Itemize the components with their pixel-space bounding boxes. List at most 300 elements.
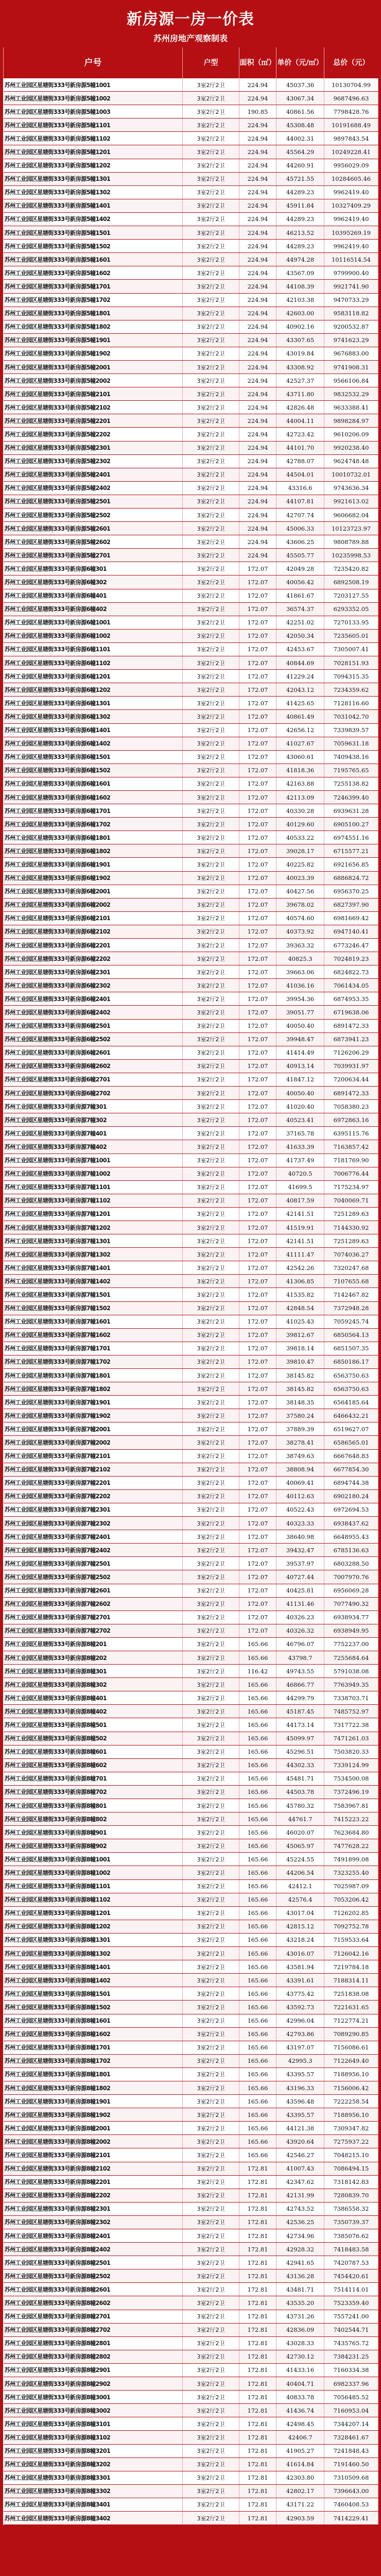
table-row [4,1382,378,1396]
cell-unit-price: 41027.67 [276,737,324,750]
cell-unit-price: 44761.7 [276,1812,324,1826]
cell-type: 3室2厅2卫 [183,1288,239,1301]
table-row [4,790,378,804]
table-row [4,2363,378,2377]
cell-type: 3室2厅2卫 [183,710,239,723]
cell-unit-price: 42802.17 [276,2484,324,2498]
cell-total-price: 7491899.08 [324,1853,378,1866]
cell-type: 3室2厅2卫 [183,1893,239,1906]
cell-total-price: 7159533.64 [324,1933,378,1946]
cell-unit-price: 42542.26 [276,1261,324,1275]
cell-area: 172.81 [239,2296,276,2310]
price-table [3,47,378,2525]
cell-type: 3室2厅2卫 [183,1100,239,1113]
header-area: 面积（㎡） [239,47,276,78]
header-total-price: 总价（元） [324,47,378,78]
cell-type: 3室2厅2卫 [183,952,239,965]
cell-area: 224.94 [239,387,276,401]
cell-room: 苏州工业园区星塘街333号新房源6幢2601 [4,1046,183,1059]
cell-room: 苏州工业园区星塘街333号新房源7幢2002 [4,1436,183,1449]
cell-unit-price: 44974.28 [276,253,324,266]
cell-unit-price: 44504.01 [276,468,324,481]
cell-type: 3室2厅2卫 [183,1544,239,1557]
cell-type: 3室2厅2卫 [183,1275,239,1288]
table-row [4,616,378,629]
cell-area: 172.07 [239,925,276,938]
cell-total-price: 6715577.21 [324,844,378,858]
cell-area: 172.07 [239,885,276,898]
cell-area: 172.07 [239,1342,276,1355]
cell-unit-price: 42050.34 [276,629,324,642]
cell-unit-price: 42743.52 [276,2202,324,2215]
cell-room: 苏州工业园区星塘街333号新房源6幢1601 [4,777,183,790]
cell-type: 3室2厅2卫 [183,1436,239,1449]
cell-unit-price: 44004.11 [276,414,324,428]
cell-area: 172.81 [239,2269,276,2283]
cell-total-price: 6891472.33 [324,1019,378,1032]
cell-room: 苏州工业园区星塘街333号新房源8幢201 [4,1637,183,1651]
cell-unit-price: 42793.86 [276,2027,324,2041]
table-row [4,2001,378,2014]
cell-type: 3室2厅2卫 [183,226,239,240]
cell-type: 3室2厅2卫 [183,1261,239,1275]
cell-total-price: 7460408.53 [324,2498,378,2511]
table-row [4,1180,378,1194]
cell-type: 3室2厅2卫 [183,428,239,441]
cell-total-price: 7040069.71 [324,1194,378,1207]
table-row [4,898,378,911]
cell-unit-price: 45481.71 [276,1772,324,1785]
cell-area: 172.07 [239,723,276,737]
cell-room: 苏州工业园区星塘街333号新房源6幢1102 [4,656,183,670]
cell-type: 3室2厅2卫 [183,1073,239,1086]
table-row [4,118,378,132]
cell-area: 172.81 [239,2471,276,2484]
cell-room: 苏州工业园区星塘街333号新房源8幢1002 [4,1866,183,1879]
table-row [4,1920,378,1933]
cell-total-price: 10130704.99 [324,78,378,92]
cell-total-price: 10116514.54 [324,253,378,266]
cell-room: 苏州工业园区星塘街333号新房源5幢1001 [4,78,183,92]
table-row [4,320,378,333]
cell-type: 3室2厅2卫 [183,1234,239,1248]
cell-area: 224.94 [239,159,276,172]
cell-room: 苏州工业园区星塘街333号新房源5幢1003 [4,105,183,118]
cell-room: 苏州工业园区星塘街333号新房源6幢1802 [4,844,183,858]
cell-room: 苏州工业园区星塘街333号新房源8幢302 [4,1678,183,1691]
cell-area: 172.07 [239,1584,276,1597]
cell-area: 172.07 [239,642,276,656]
cell-type: 3室2厅2卫 [183,387,239,401]
cell-unit-price: 39028.17 [276,844,324,858]
cell-unit-price: 40861.49 [276,710,324,723]
cell-total-price: 9898284.97 [324,414,378,428]
cell-total-price: 7523359.40 [324,2296,378,2310]
table-row [4,2108,378,2122]
cell-total-price: 9921741.90 [324,280,378,293]
table-row [4,1597,378,1611]
table-row [4,1732,378,1745]
table-row [4,1113,378,1127]
cell-area: 224.94 [239,414,276,428]
cell-unit-price: 44108.39 [276,280,324,293]
cell-room: 苏州工业园区星塘街333号新房源7幢1102 [4,1194,183,1207]
table-row [4,1194,378,1207]
cell-room: 苏州工业园区星塘街333号新房源5幢2402 [4,481,183,495]
cell-unit-price: 43019.84 [276,347,324,360]
cell-room: 苏州工业园区星塘街333号新房源5幢1501 [4,226,183,240]
cell-room: 苏州工业园区星塘街333号新房源8幢2402 [4,2243,183,2256]
cell-unit-price: 43395.57 [276,2067,324,2081]
cell-room: 苏州工业园区星塘街333号新房源8幢2601 [4,2283,183,2296]
cell-type: 3室2厅2卫 [183,831,239,844]
cell-area: 172.07 [239,1019,276,1032]
cell-area: 172.07 [239,1113,276,1127]
table-row [4,952,378,965]
cell-unit-price: 42730.12 [276,2350,324,2363]
cell-area: 172.07 [239,1248,276,1261]
cell-unit-price: 45780.32 [276,1799,324,1812]
table-row [4,831,378,844]
cell-unit-price: 42656.12 [276,723,324,737]
cell-type: 3室2厅2卫 [183,1758,239,1772]
table-row [4,885,378,898]
cell-unit-price: 44121.38 [276,2122,324,2135]
cell-room: 苏州工业园区星塘街333号新房源6幢1301 [4,697,183,710]
cell-total-price: 7077490.32 [324,1597,378,1611]
cell-area: 224.94 [239,253,276,266]
table-row [4,1328,378,1342]
cell-unit-price: 40326.32 [276,1624,324,1637]
cell-unit-price: 43775.42 [276,1987,324,2001]
cell-room: 苏州工业园区星塘街333号新房源6幢301 [4,562,183,575]
table-row [4,333,378,347]
cell-area: 172.07 [239,1073,276,1086]
cell-type: 3室2厅2卫 [183,642,239,656]
cell-area: 172.07 [239,1489,276,1503]
cell-room: 苏州工业园区星塘街333号新房源8幢1401 [4,1960,183,1974]
cell-total-price: 7221631.65 [324,2001,378,2014]
cell-unit-price: 44101.70 [276,441,324,454]
cell-area: 172.07 [239,1167,276,1180]
cell-room: 苏州工业园区星塘街333号新房源7幢302 [4,1113,183,1127]
table-row [4,2122,378,2135]
cell-room: 苏州工业园区星塘街333号新房源6幢1302 [4,710,183,723]
cell-total-price: 7328461.67 [324,2431,378,2444]
cell-room: 苏州工业园区星塘街333号新房源6幢1901 [4,858,183,871]
cell-area: 172.07 [239,911,276,925]
cell-area: 172.07 [239,1207,276,1221]
cell-room: 苏州工业园区星塘街333号新房源8幢2102 [4,2162,183,2175]
cell-unit-price: 38145.82 [276,1382,324,1396]
sheet-header [3,2,378,47]
cell-area: 172.07 [239,1221,276,1234]
cell-area: 172.07 [239,992,276,1006]
cell-room: 苏州工业园区星塘街333号新房源5幢1202 [4,159,183,172]
table-row [4,871,378,885]
cell-area: 172.07 [239,1530,276,1544]
cell-unit-price: 40425.81 [276,1584,324,1597]
cell-type: 3室2厅2卫 [183,414,239,428]
cell-total-price: 7454420.61 [324,2269,378,2283]
table-row [4,589,378,602]
cell-type: 3室2厅2卫 [183,1422,239,1436]
cell-total-price: 7435765.72 [324,2336,378,2350]
cell-total-price: 7126202.85 [324,1906,378,1920]
cell-total-price: 7156006.42 [324,2081,378,2094]
cell-area: 172.07 [239,1006,276,1019]
table-row [4,1557,378,1570]
cell-type: 3室2厅2卫 [183,1489,239,1503]
cell-unit-price: 43316.6 [276,481,324,495]
cell-area: 224.94 [239,495,276,508]
cell-unit-price: 39954.36 [276,992,324,1006]
cell-room: 苏州工业园区星塘街333号新房源7幢2601 [4,1584,183,1597]
table-row [4,911,378,925]
cell-room: 苏州工业园区星塘街333号新房源8幢701 [4,1772,183,1785]
cell-total-price: 7415223.22 [324,1812,378,1826]
cell-area: 172.07 [239,1194,276,1207]
cell-area: 172.81 [239,2310,276,2323]
cell-unit-price: 41535.82 [276,1288,324,1301]
cell-total-price: 6938949.95 [324,1624,378,1637]
cell-type: 3室2厅2卫 [183,992,239,1006]
table-row [4,240,378,253]
table-row [4,280,378,293]
cell-room: 苏州工业园区星塘街333号新房源8幢2302 [4,2215,183,2229]
cell-room: 苏州工业园区星塘街333号新房源8幢2201 [4,2175,183,2189]
table-row [4,2404,378,2417]
cell-room: 苏州工业园区星塘街333号新房源7幢2701 [4,1611,183,1624]
cell-area: 165.66 [239,1960,276,1974]
cell-area: 172.07 [239,1127,276,1140]
cell-unit-price: 42453.67 [276,642,324,656]
cell-type: 3室2厅2卫 [183,145,239,159]
cell-total-price: 7503820.33 [324,1745,378,1758]
cell-area: 165.66 [239,2054,276,2067]
cell-type: 3室2厅2卫 [183,2391,239,2404]
cell-unit-price: 39051.77 [276,1006,324,1019]
cell-unit-price: 44107.81 [276,495,324,508]
table-row [4,1315,378,1328]
cell-type: 3室2厅2卫 [183,1665,239,1678]
cell-type: 3室2厅2卫 [183,562,239,575]
cell-type: 3室2厅2卫 [183,2363,239,2377]
cell-unit-price: 41414.49 [276,1046,324,1059]
table-row [4,253,378,266]
cell-total-price: 6982337.96 [324,2377,378,2391]
header-room: 户号 [4,47,183,78]
table-row [4,1718,378,1732]
cell-area: 172.07 [239,1463,276,1476]
cell-unit-price: 38808.94 [276,1463,324,1476]
cell-total-price: 7255138.82 [324,777,378,790]
table-row [4,347,378,360]
cell-type: 3室2厅2卫 [183,1799,239,1812]
cell-total-price: 7053206.42 [324,1893,378,1906]
table-row [4,307,378,320]
cell-room: 苏州工业园区星塘街333号新房源7幢2602 [4,1597,183,1611]
cell-area: 165.66 [239,1678,276,1691]
cell-unit-price: 40225.82 [276,858,324,871]
cell-room: 苏州工业园区星塘街333号新房源8幢3101 [4,2417,183,2431]
cell-unit-price: 40129.60 [276,818,324,831]
cell-total-price: 7181769.90 [324,1154,378,1167]
cell-area: 224.94 [239,454,276,468]
cell-area: 224.94 [239,441,276,454]
cell-unit-price: 43017.04 [276,1906,324,1920]
table-row [4,1584,378,1597]
cell-room: 苏州工业园区星塘街333号新房源7幢402 [4,1140,183,1154]
cell-unit-price: 43920.64 [276,2135,324,2148]
cell-unit-price: 44299.79 [276,1691,324,1705]
cell-unit-price: 39818.14 [276,1342,324,1355]
cell-unit-price: 42815.12 [276,1920,324,1933]
cell-area: 172.81 [239,2511,276,2524]
table-row [4,818,378,831]
cell-room: 苏州工业园区星塘街333号新房源6幢2202 [4,952,183,965]
cell-unit-price: 39812.67 [276,1328,324,1342]
cell-type: 3室2厅2卫 [183,898,239,911]
cell-type: 3室2厅2卫 [183,280,239,293]
cell-area: 172.07 [239,737,276,750]
cell-total-price: 6563750.63 [324,1369,378,1382]
cell-type: 3室2厅2卫 [183,1853,239,1866]
cell-unit-price: 40720.5 [276,1167,324,1180]
cell-type: 3室2厅2卫 [183,253,239,266]
cell-room: 苏州工业园区星塘街333号新房源7幢1101 [4,1180,183,1194]
table-row [4,2054,378,2067]
cell-unit-price: 42848.54 [276,1301,324,1315]
cell-type: 3室2厅2卫 [183,2122,239,2135]
table-row [4,1275,378,1288]
table-row [4,1745,378,1758]
cell-room: 苏州工业园区星塘街333号新房源7幢1702 [4,1355,183,1368]
cell-unit-price: 40533.22 [276,831,324,844]
cell-unit-price: 41306.85 [276,1275,324,1288]
table-row [4,939,378,952]
cell-unit-price: 42903.59 [276,2511,324,2524]
cell-area: 224.94 [239,132,276,145]
cell-area: 224.94 [239,172,276,185]
table-row [4,2471,378,2484]
cell-total-price: 6519627.07 [324,1422,378,1436]
cell-unit-price: 38148.35 [276,1396,324,1409]
cell-unit-price: 40427.56 [276,885,324,898]
cell-type: 3室2厅2卫 [183,1476,239,1489]
cell-type: 3室2厅2卫 [183,454,239,468]
cell-type: 3室2厅2卫 [183,2148,239,2162]
cell-total-price: 7409438.16 [324,750,378,764]
cell-room: 苏州工业园区星塘街333号新房源8幢3301 [4,2471,183,2484]
cell-room: 苏州工业园区星塘街333号新房源7幢2402 [4,1544,183,1557]
cell-unit-price: 42141.51 [276,1207,324,1221]
table-row [4,1476,378,1489]
cell-unit-price: 42788.07 [276,454,324,468]
cell-area: 172.07 [239,1315,276,1328]
cell-room: 苏州工业园区星塘街333号新房源5幢1902 [4,347,183,360]
table-row [4,1611,378,1624]
cell-type: 3室2厅2卫 [183,764,239,777]
cell-room: 苏州工业园区星塘街333号新房源8幢2702 [4,2323,183,2336]
cell-room: 苏州工业园区星塘街333号新房源5幢1102 [4,132,183,145]
table-row [4,226,378,240]
cell-unit-price: 41847.12 [276,1073,324,1086]
cell-room: 苏州工业园区星塘街333号新房源8幢2501 [4,2256,183,2269]
table-row [4,1678,378,1691]
cell-unit-price: 42941.65 [276,2256,324,2269]
table-row [4,105,378,118]
cell-area: 172.07 [239,1234,276,1248]
cell-unit-price: 41425.65 [276,697,324,710]
cell-total-price: 7235605.01 [324,629,378,642]
cell-unit-price: 42536.25 [276,2215,324,2229]
cell-type: 3室2厅2卫 [183,858,239,871]
cell-unit-price: 42113.09 [276,790,324,804]
cell-unit-price: 41818.36 [276,764,324,777]
cell-unit-price: 43196.33 [276,2081,324,2094]
cell-area: 172.07 [239,1570,276,1584]
cell-unit-price: 43308.92 [276,360,324,374]
cell-total-price: 7305007.41 [324,642,378,656]
cell-total-price: 7372948.28 [324,1301,378,1315]
cell-total-price: 7310509.68 [324,2471,378,2484]
cell-type: 3室2厅2卫 [183,1772,239,1785]
cell-total-price: 9897843.54 [324,132,378,145]
table-row [4,199,378,212]
cell-total-price: 6921656.85 [324,858,378,871]
cell-unit-price: 44302.33 [276,1758,324,1772]
cell-room: 苏州工业园区星塘街333号新房源8幢1402 [4,1974,183,1987]
cell-area: 224.94 [239,92,276,105]
cell-unit-price: 43171.22 [276,2498,324,2511]
cell-type: 3室2厅2卫 [183,804,239,818]
table-row [4,509,378,522]
cell-type: 3室2厅2卫 [183,2189,239,2202]
cell-total-price: 7350739.37 [324,2215,378,2229]
cell-unit-price: 39948.47 [276,1032,324,1046]
cell-room: 苏州工业园区星塘街333号新房源8幢3402 [4,2511,183,2524]
cell-type: 3室2厅2卫 [183,885,239,898]
cell-area: 172.81 [239,2229,276,2243]
table-row [4,212,378,226]
cell-type: 3室2厅2卫 [183,1248,239,1261]
cell-total-price: 7385076.62 [324,2229,378,2243]
cell-room: 苏州工业园区星塘街333号新房源5幢2701 [4,549,183,562]
cell-type: 3室2厅2卫 [183,92,239,105]
cell-room: 苏州工业园区星塘街333号新房源6幢1401 [4,723,183,737]
cell-room: 苏州工业园区星塘街333号新房源8幢1101 [4,1879,183,1893]
cell-total-price: 6938437.62 [324,1517,378,1530]
cell-room: 苏州工业园区星塘街333号新房源5幢2202 [4,428,183,441]
cell-area: 224.94 [239,320,276,333]
cell-total-price: 9687496.63 [324,92,378,105]
cell-room: 苏州工业园区星塘街333号新房源6幢2701 [4,1073,183,1086]
cell-area: 165.66 [239,1799,276,1812]
cell-type: 3室2厅2卫 [183,2417,239,2431]
cell-type: 3室2厅2卫 [183,2431,239,2444]
cell-total-price: 7418483.58 [324,2243,378,2256]
cell-area: 165.66 [239,2095,276,2108]
cell-room: 苏州工业园区星塘街333号新房源7幢1202 [4,1221,183,1234]
cell-type: 3室2厅2卫 [183,2108,239,2122]
cell-type: 3室2厅2卫 [183,1651,239,1664]
cell-area: 165.66 [239,2135,276,2148]
cell-type: 3室2厅2卫 [183,2243,239,2256]
cell-room: 苏州工业园区星塘街333号新房源7幢2102 [4,1463,183,1476]
cell-total-price: 7339124.99 [324,1758,378,1772]
cell-type: 3室2厅2卫 [183,925,239,938]
